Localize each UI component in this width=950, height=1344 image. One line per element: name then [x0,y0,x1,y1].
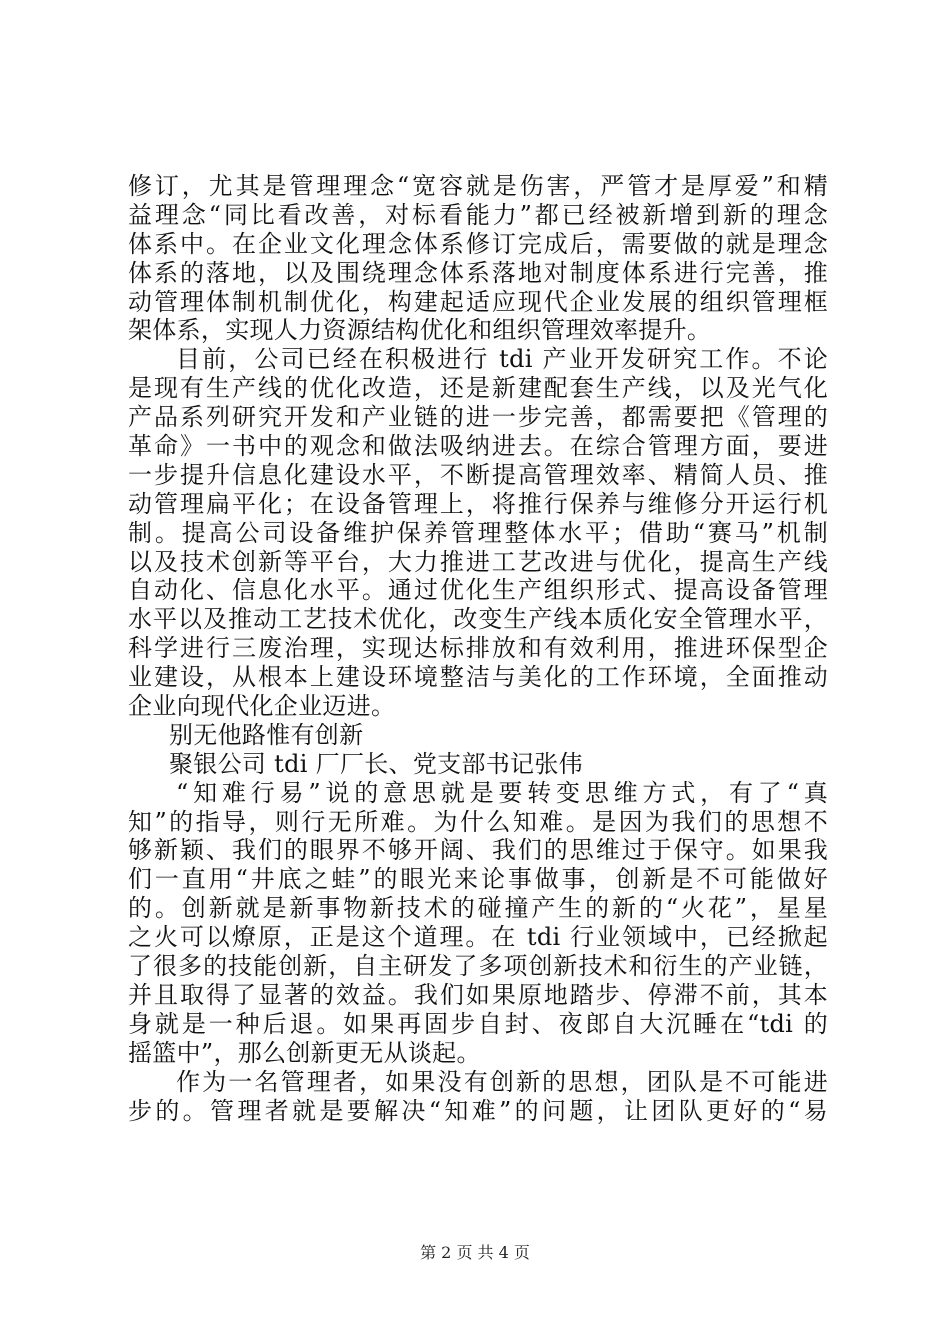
text-line: 体系的落地，以及围绕理念体系落地对制度体系进行完善，推 [128,258,828,287]
text-line: 了很多的技能创新，自主研发了多项创新技术和衍生的产业链， [128,952,828,981]
text-line: 目前，公司已经在积极进行 tdi 产业开发研究工作。不论 [176,345,828,374]
text-line: 革命》一书中的观念和做法吸纳进去。在综合管理方面，要进 [128,432,828,461]
article-byline: 聚银公司 tdi 厂厂长、党支部书记张伟 [169,749,583,778]
text-line: 水平以及推动工艺技术优化，改变生产线本质化安全管理水平， [128,605,828,634]
page-number-footer: 第 2 页 共 4 页 [420,1243,530,1262]
text-line: 企业向现代化企业迈进。 [128,692,396,721]
document-body [128,172,828,1125]
text-line: 动管理扁平化；在设备管理上，将推行保养与维修分开运行机 [128,489,828,518]
article-title: 别无他路惟有创新 [169,720,364,749]
text-line: 益理念“同比看改善，对标看能力”都已经被新增到新的理念 [128,200,828,229]
text-line: 并且取得了显著的效益。我们如果原地踏步、停滞不前，其本 [128,980,828,1009]
text-line: 制。提高公司设备维护保养管理整体水平；借助“赛马”机制 [128,518,828,547]
text-line: 的。创新就是新事物新技术的碰撞产生的新的“火花”，星星 [128,894,828,923]
text-line: 够新颖、我们的眼界不够开阔、我们的思维过于保守。如果我 [128,836,828,865]
text-line: 架体系，实现人力资源结构优化和组织管理效率提升。 [128,316,712,345]
text-line: 体系中。在企业文化理念体系修订完成后，需要做的就是理念 [128,229,828,258]
text-line: 一步提升信息化建设水平，不断提高管理效率、精简人员、推 [128,460,828,489]
text-line: 摇篮中”，那么创新更无从谈起。 [128,1038,481,1067]
text-line: 之火可以燎原，正是这个道理。在 tdi 行业领域中，已经掀起 [128,923,828,952]
text-line: 自动化、信息化水平。通过优化生产组织形式、提高设备管理 [128,576,828,605]
text-line: 身就是一种后退。如果再固步自封、夜郎自大沉睡在“tdi 的 [128,1009,828,1038]
text-line: 作为一名管理者，如果没有创新的思想，团队是不可能进 [176,1067,828,1096]
text-line: 科学进行三废治理，实现达标排放和有效利用，推进环保型企 [128,634,828,663]
text-line: 动管理体制机制优化，构建起适应现代企业发展的组织管理框 [128,287,828,316]
text-line: 步的。管理者就是要解决“知难”的问题，让团队更好的“易 [128,1096,828,1125]
text-line: 是现有生产线的优化改造，还是新建配套生产线，以及光气化 [128,374,828,403]
text-line: 业建设，从根本上建设环境整洁与美化的工作环境，全面推动 [128,663,828,692]
text-line: 修订，尤其是管理理念“宽容就是伤害，严管才是厚爱”和精 [128,172,828,200]
text-line: 们一直用“井底之蛙”的眼光来论事做事，创新是不可能做好 [128,865,828,894]
text-line: 知”的指导，则行无所难。为什么知难。是因为我们的思想不 [128,807,828,836]
text-line: “知难行易”说的意思就是要转变思维方式，有了“真 [176,778,828,807]
text-line: 产品系列研究开发和产业链的进一步完善，都需要把《管理的 [128,403,828,432]
text-line: 以及技术创新等平台，大力推进工艺改进与优化，提高生产线 [128,547,828,576]
